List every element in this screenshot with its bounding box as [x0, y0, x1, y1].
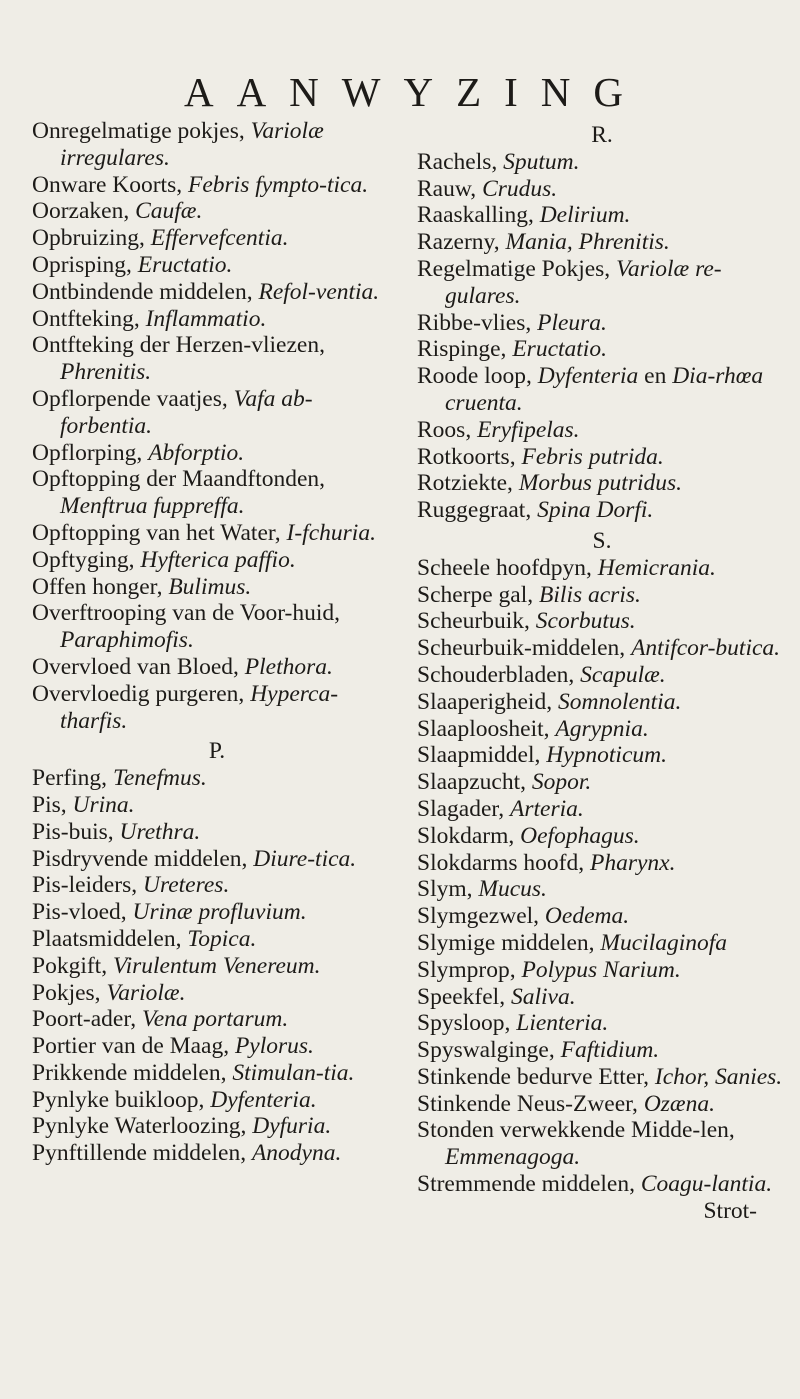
entry-latin: Delirium.: [539, 202, 631, 229]
index-entry: [417, 1171, 787, 1198]
index-entry: [32, 198, 402, 225]
index-entry: [32, 792, 402, 819]
entry-term: Spysloop,: [417, 1010, 517, 1037]
entry-term: Rispinge,: [417, 336, 513, 363]
index-entry: [32, 1087, 402, 1114]
entry-term: Pis-vloed,: [32, 899, 133, 926]
index-entry: [417, 957, 787, 984]
entry-latin: Polypus Narium.: [521, 956, 681, 983]
entry-term: Prikkende middelen,: [32, 1059, 233, 1086]
index-entry: [417, 1064, 787, 1091]
index-entry: [32, 118, 402, 172]
entry-latin: Febris fympto-tica.: [187, 171, 369, 198]
index-entry: [417, 582, 787, 609]
index-entry: [32, 1140, 402, 1167]
entry-latin: Diure-tica.: [253, 845, 357, 872]
index-entry: [32, 953, 402, 980]
index-entry: [417, 1010, 787, 1037]
index-entry: [32, 872, 402, 899]
index-entry: [32, 520, 402, 547]
entry-latin: Abforptio.: [148, 439, 245, 466]
entry-term: Poort-ader,: [32, 1006, 142, 1033]
entry-latin: Paraphimofis.: [60, 627, 194, 654]
entry-term: Slaaperigheid,: [417, 688, 558, 715]
entry-term: Spyswalginge,: [417, 1037, 561, 1064]
entry-term: Ontbindende middelen,: [32, 278, 259, 305]
index-entry: [417, 689, 787, 716]
entry-term: Slaaploosheit,: [417, 715, 556, 742]
entry-latin: Mucus.: [478, 876, 547, 903]
entry-term: Ribbe-vlies,: [417, 309, 538, 336]
entry-latin: Scapulæ.: [580, 661, 666, 688]
entry-latin: Scorbutus.: [535, 608, 636, 635]
entry-term: Slokdarm,: [417, 822, 521, 849]
entry-term: Slaapzucht,: [417, 769, 532, 796]
index-entry: [417, 850, 787, 877]
entry-term: Pis-leiders,: [32, 872, 143, 899]
index-entry: [417, 635, 787, 662]
index-entry: [32, 926, 402, 953]
entry-latin: Oefophagus.: [520, 822, 640, 849]
entry-term: Speekfel,: [417, 983, 511, 1010]
index-entry: [417, 470, 787, 497]
entry-term: Ontfteking,: [32, 305, 146, 332]
entry-term: Perfing,: [32, 765, 113, 792]
index-entry: [417, 149, 787, 176]
left-column: [32, 118, 402, 1167]
entry-latin: Topica.: [187, 925, 257, 952]
index-entry: [32, 1060, 402, 1087]
index-entry: [32, 1006, 402, 1033]
entry-term: Slymprop,: [417, 956, 522, 983]
entry-term: Opftyging,: [32, 546, 141, 573]
entry-latin: Hyfterica paffio.: [140, 546, 296, 573]
entry-latin: Urethra.: [119, 818, 201, 845]
index-entry: [32, 654, 402, 681]
entry-latin: Urina.: [72, 791, 135, 818]
index-entry: [32, 225, 402, 252]
entry-latin: Variolæ irregulares.: [60, 118, 324, 171]
index-entry: [417, 363, 787, 417]
index-entry: [32, 574, 402, 601]
entry-latin: Bulimus.: [168, 573, 252, 600]
entry-latin: Variolæ.: [106, 979, 186, 1006]
entry-term: Rauw,: [417, 175, 483, 202]
entry-latin: Sopor.: [531, 769, 592, 796]
entry-latin: Crudus.: [482, 175, 558, 202]
entry-term: Opflorpende vaatjes,: [32, 385, 234, 412]
index-entry: [417, 1091, 787, 1118]
index-entry: [32, 681, 402, 735]
entry-latin: Hyperca-tharfis.: [60, 680, 339, 734]
entry-latin: I-fchuria.: [286, 519, 376, 546]
index-entry: [417, 336, 787, 363]
index-entry: [417, 176, 787, 203]
entry-latin: Mania, Phrenitis.: [505, 229, 670, 256]
entry-latin: Anodyna.: [251, 1140, 342, 1167]
entry-latin: Febris putrida.: [521, 443, 664, 470]
index-entry: [417, 823, 787, 850]
entry-term: Stinkende Neus-Zweer,: [417, 1090, 644, 1117]
entry-term: Raaskalling,: [417, 202, 540, 229]
entry-latin: Faftidium.: [560, 1037, 660, 1064]
entry-term: Pynftillende middelen,: [32, 1140, 252, 1167]
entry-term: Roode loop,: [417, 363, 538, 390]
entry-term: Pynlyke buikloop,: [32, 1086, 211, 1113]
index-entry: [417, 1037, 787, 1064]
index-entry: [32, 1033, 402, 1060]
index-entry: [417, 984, 787, 1011]
entry-latin: Spina Dorfi.: [537, 497, 654, 524]
entry-term: Opbruizing,: [32, 225, 151, 252]
entry-latin: Hypnoticum.: [546, 742, 667, 769]
index-entry: [32, 466, 402, 520]
entry-term: Pis-buis,: [32, 818, 120, 845]
entry-latin: Oedema.: [544, 903, 630, 930]
entry-term: Rotkoorts,: [417, 443, 522, 470]
entry-latin: Mucilaginofa: [600, 929, 728, 956]
entry-term: Schouderbladen,: [417, 661, 581, 688]
entry-latin: Effervefcentia.: [150, 225, 289, 252]
index-entry: [32, 306, 402, 333]
index-entry: [32, 899, 402, 926]
entry-latin: Eructatio.: [512, 336, 607, 363]
index-entry: [417, 229, 787, 256]
index-entry: [417, 662, 787, 689]
index-entry: [32, 547, 402, 574]
index-entry: [32, 600, 402, 654]
section-letter: S.: [592, 527, 612, 554]
index-entry: [32, 846, 402, 873]
entry-latin: Inflammatio.: [145, 305, 267, 332]
index-entry: [32, 440, 402, 467]
entry-term: Opftopping der Maandftonden,: [32, 466, 326, 493]
index-entry: [417, 1117, 787, 1171]
entry-term: Stinkende bedurve Etter,: [417, 1063, 655, 1090]
entry-term: Opftopping van het Water,: [32, 519, 287, 546]
index-entry: [417, 876, 787, 903]
index-entry: [32, 279, 402, 306]
index-entry: [32, 332, 402, 386]
entry-latin: Ureteres.: [142, 872, 230, 899]
entry-term: Scheurbuik-middelen,: [417, 635, 632, 662]
entry-latin: Somnolentia.: [557, 688, 682, 715]
index-entry: [32, 819, 402, 846]
index-entry: [417, 555, 787, 582]
entry-latin: Ichor, Sanies.: [654, 1063, 783, 1090]
entry-latin: Dyfenteria: [537, 363, 639, 390]
entry-latin: Vafa ab-forbentia.: [60, 385, 313, 439]
index-entry: [417, 256, 787, 310]
entry-term: Stremmende middelen,: [417, 1171, 641, 1198]
entry-term: Ontfteking der Herzen-vliezen,: [32, 332, 325, 359]
entry-latin: Menftrua fuppreffa.: [60, 493, 245, 520]
entry-latin: Virulentum Venereum.: [112, 952, 321, 979]
entry-latin: Ozæna.: [643, 1090, 715, 1117]
entry-term: Slokdarms hoofd,: [417, 849, 590, 876]
entry-term: Roos,: [417, 416, 478, 443]
index-entry: [417, 417, 787, 444]
entry-term: Pynlyke Waterloozing,: [32, 1113, 253, 1140]
index-entry: [417, 769, 787, 796]
index-entry: [32, 252, 402, 279]
index-entry: [32, 980, 402, 1007]
entry-latin: Coagu-lantia.: [640, 1171, 773, 1198]
index-entry: [417, 903, 787, 930]
entry-term: Rachels,: [417, 148, 504, 175]
index-entry: [417, 202, 787, 229]
entry-latin: Tenefmus.: [112, 765, 207, 792]
entry-term: Overvloed van Bloed,: [32, 653, 245, 680]
entry-latin: Refol-ventia.: [258, 278, 380, 305]
entry-term: Oorzaken,: [32, 198, 136, 225]
index-entry: [32, 765, 402, 792]
entry-term: Stonden verwekkende Midde-len,: [417, 1117, 735, 1144]
section-letter: P.: [208, 738, 226, 765]
entry-latin: Pleura.: [537, 309, 607, 336]
entry-latin: Antifcor-butica.: [631, 635, 781, 662]
index-entry: [417, 930, 787, 957]
entry-term: Plaatsmiddelen,: [32, 925, 188, 952]
entry-term: Ruggegraat,: [417, 497, 538, 524]
entry-term: Scheele hoofdpyn,: [417, 554, 598, 581]
entry-latin: Eryfipelas.: [477, 416, 580, 443]
entry-term: Slymgezwel,: [417, 903, 545, 930]
entry-connector: en: [638, 363, 673, 390]
entry-term: Onregelmatige pokjes,: [32, 118, 251, 144]
entry-term: Regelmatige Pokjes,: [417, 255, 617, 282]
right-column: [417, 118, 787, 1225]
entry-latin: Vena portarum.: [142, 1006, 289, 1033]
entry-term: Slymige middelen,: [417, 929, 601, 956]
entry-term: Portier van de Maag,: [32, 1033, 235, 1060]
index-entry: [32, 172, 402, 199]
entry-latin: Dyfuria.: [252, 1113, 332, 1140]
index-entry: [417, 310, 787, 337]
entry-latin: Phrenitis.: [60, 359, 152, 386]
index-entry: [417, 608, 787, 635]
entry-latin: Stimulan-tia.: [232, 1059, 355, 1086]
entry-term: Scherpe gal,: [417, 581, 540, 608]
entry-term: Slagader,: [417, 795, 511, 822]
entry-term: Offen honger,: [32, 573, 169, 600]
entry-term: Oprisping,: [32, 251, 138, 278]
entry-latin: Arteria.: [510, 795, 584, 822]
page-header: AANWYZING: [183, 69, 647, 115]
entry-term: Rotziekte,: [417, 470, 519, 497]
entry-latin: Dia-rhœa cruenta.: [445, 363, 764, 416]
entry-latin: Eructatio.: [137, 251, 233, 278]
index-entry: [32, 386, 402, 440]
section-letter: R.: [591, 122, 613, 148]
entry-latin: Variolæ re-gulares.: [445, 255, 722, 309]
entry-latin: Saliva.: [510, 983, 576, 1010]
entry-term: Pis,: [32, 791, 73, 818]
entry-term: Pokjes,: [32, 979, 107, 1006]
entry-latin: Urinæ profluvium.: [132, 899, 307, 926]
entry-latin: Plethora.: [244, 653, 333, 680]
index-entry: [417, 796, 787, 823]
entry-term: Pisdryvende middelen,: [32, 845, 254, 872]
entry-latin: Hemicrania.: [597, 554, 716, 581]
entry-term: Overvloedig purgeren,: [32, 680, 251, 707]
index-entry: [417, 497, 787, 524]
entry-latin: Bilis acris.: [539, 581, 641, 608]
entry-term: Pokgift,: [32, 952, 113, 979]
entry-latin: Caufæ.: [135, 198, 203, 225]
entry-term: Slym,: [417, 876, 479, 903]
entry-term: Overftrooping van de Voor-huid,: [32, 600, 341, 627]
entry-term: Scheurbuik,: [417, 608, 536, 635]
entry-term: Slaapmiddel,: [417, 742, 547, 769]
entry-latin: Sputum.: [503, 148, 580, 175]
entry-term: Razerny,: [417, 229, 506, 256]
entry-latin: Pylorus.: [234, 1033, 314, 1060]
entry-latin: Lienteria.: [516, 1010, 609, 1037]
entry-latin: Agrypnia.: [555, 715, 649, 742]
index-entry: [417, 444, 787, 471]
index-entry: [417, 742, 787, 769]
entry-latin: Pharynx.: [589, 849, 676, 876]
catchword: Strot-: [703, 1197, 757, 1224]
entry-latin: Morbus putridus.: [518, 470, 683, 497]
entry-latin: Dyfenteria.: [210, 1086, 317, 1113]
index-entry: [417, 716, 787, 743]
index-entry: [32, 1113, 402, 1140]
entry-term: Opflorping,: [32, 439, 149, 466]
entry-latin: Emmenagoga.: [445, 1144, 581, 1171]
entry-term: Onware Koorts,: [32, 171, 188, 198]
